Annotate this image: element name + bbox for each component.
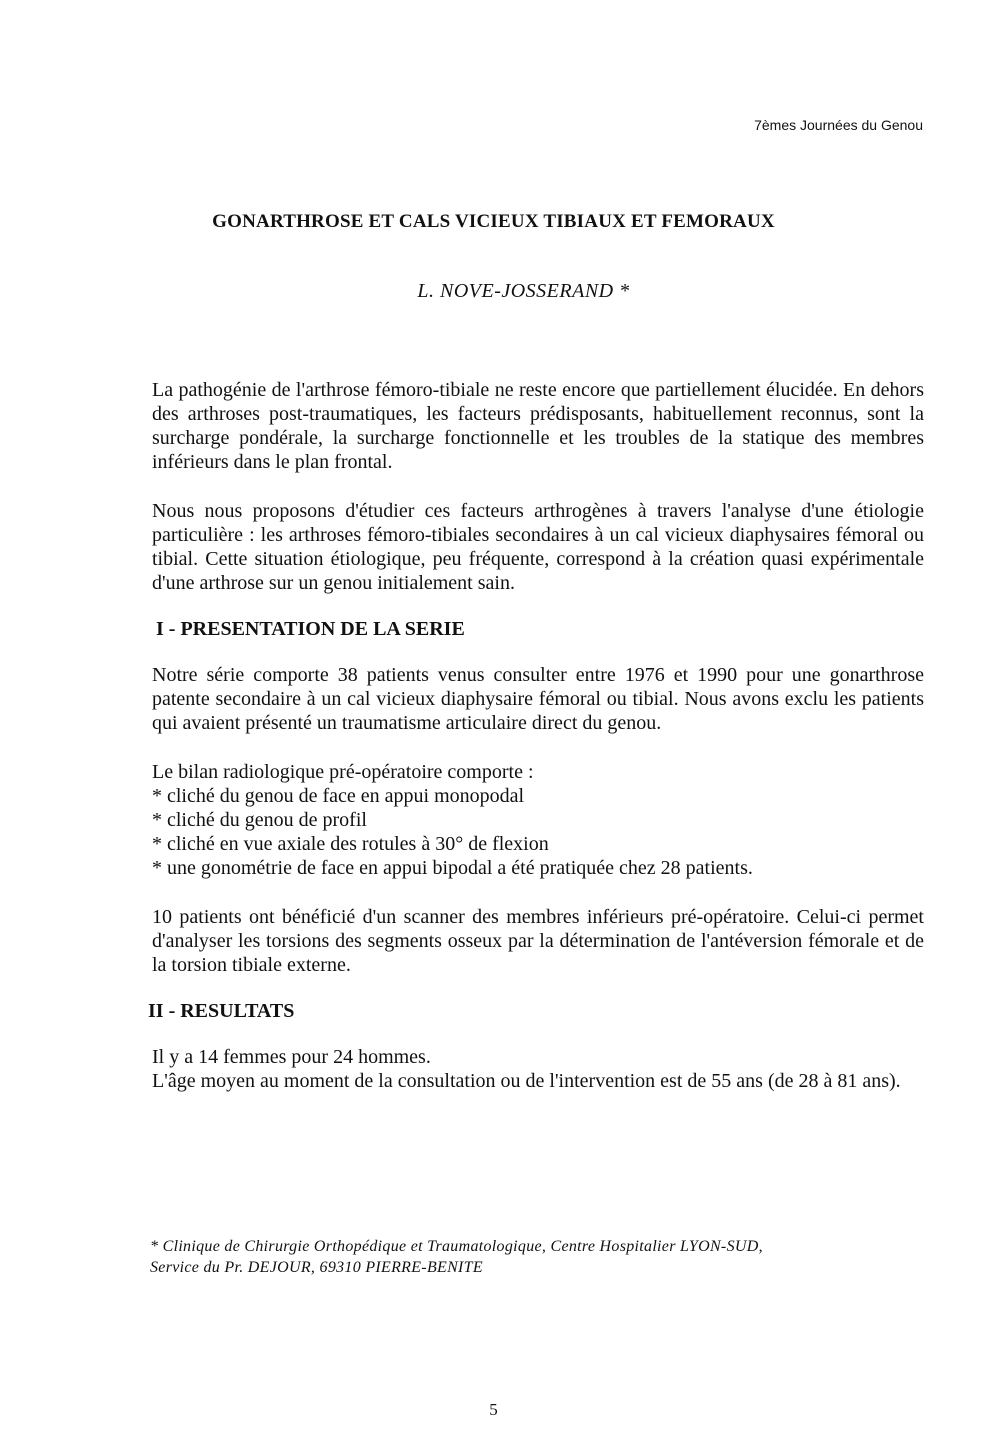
- running-header: 7èmes Journées du Genou: [754, 117, 923, 133]
- list-item: * une gonométrie de face en appui bipodal a été pratiquée chez 28 patients.: [152, 857, 753, 879]
- section-heading-presentation: I - PRESENTATION DE LA SERIE: [156, 618, 465, 640]
- intro-paragraph-2: Nous nous proposons d'étudier ces facteurs arthrogènes à travers l'analyse d'une étiologie particulière : les arthroses fémoro-tibiales secondaires à un cal vicieux diaphysaires fémoral ou tibial. Cette situation étiologique, peu fréquente, correspond à la création quasi expérimentale d'une arthrose sur un genou initialement sain.: [152, 500, 924, 594]
- series-paragraph: Notre série comporte 38 patients venus consulter entre 1976 et 1990 pour une gonarthrose patente secondaire à un cal vicieux diaphysaire fémoral ou tibial. Nous avons exclu les patients qui avaient présenté un traumatisme articulaire direct du genou.: [152, 664, 924, 734]
- scanner-paragraph: 10 patients ont bénéficié d'un scanner des membres inférieurs pré-opératoire. Celui-ci permet d'analyser les torsions des segments osseux par la détermination de l'antéversion fémorale et de la torsion tibiale externe.: [152, 906, 924, 976]
- results-line-2: L'âge moyen au moment de la consultation ou de l'intervention est de 55 ans (de 28 à 81 ans).: [152, 1070, 901, 1092]
- article-body: [148, 378, 924, 1093]
- section-heading-resultats: II - RESULTATS: [148, 1000, 295, 1022]
- list-item: * cliché en vue axiale des rotules à 30° de flexion: [152, 833, 549, 855]
- article-author: L. NOVE-JOSSERAND *: [417, 280, 630, 302]
- list-item: * cliché du genou de face en appui monopodal: [152, 785, 525, 807]
- footnote-line-1: * Clinique de Chirurgie Orthopédique et Traumatologique, Centre Hospitalier LYON-SUD,: [150, 1238, 763, 1255]
- list-item: * cliché du genou de profil: [152, 809, 367, 831]
- bilan-intro: Le bilan radiologique pré-opératoire comporte :: [152, 761, 534, 783]
- intro-paragraph-1: La pathogénie de l'arthrose fémoro-tibiale ne reste encore que partiellement élucidée. En dehors des arthroses post-traumatiques, les facteurs prédisposants, habituellement reconnus, sont la surcharge pondérale, la surcharge fonctionnelle et les troubles de la statique des membres inférieurs dans le plan frontal.: [152, 379, 924, 473]
- article-title: GONARTHROSE ET CALS VICIEUX TIBIAUX ET FEMORAUX: [212, 211, 775, 232]
- footnote-line-2: Service du Pr. DEJOUR, 69310 PIERRE-BENITE: [150, 1259, 483, 1276]
- page-number: 5: [489, 1400, 498, 1419]
- footnote: [150, 1236, 926, 1278]
- results-line-1: Il y a 14 femmes pour 24 hommes.: [152, 1046, 431, 1068]
- bilan-list: [152, 784, 924, 880]
